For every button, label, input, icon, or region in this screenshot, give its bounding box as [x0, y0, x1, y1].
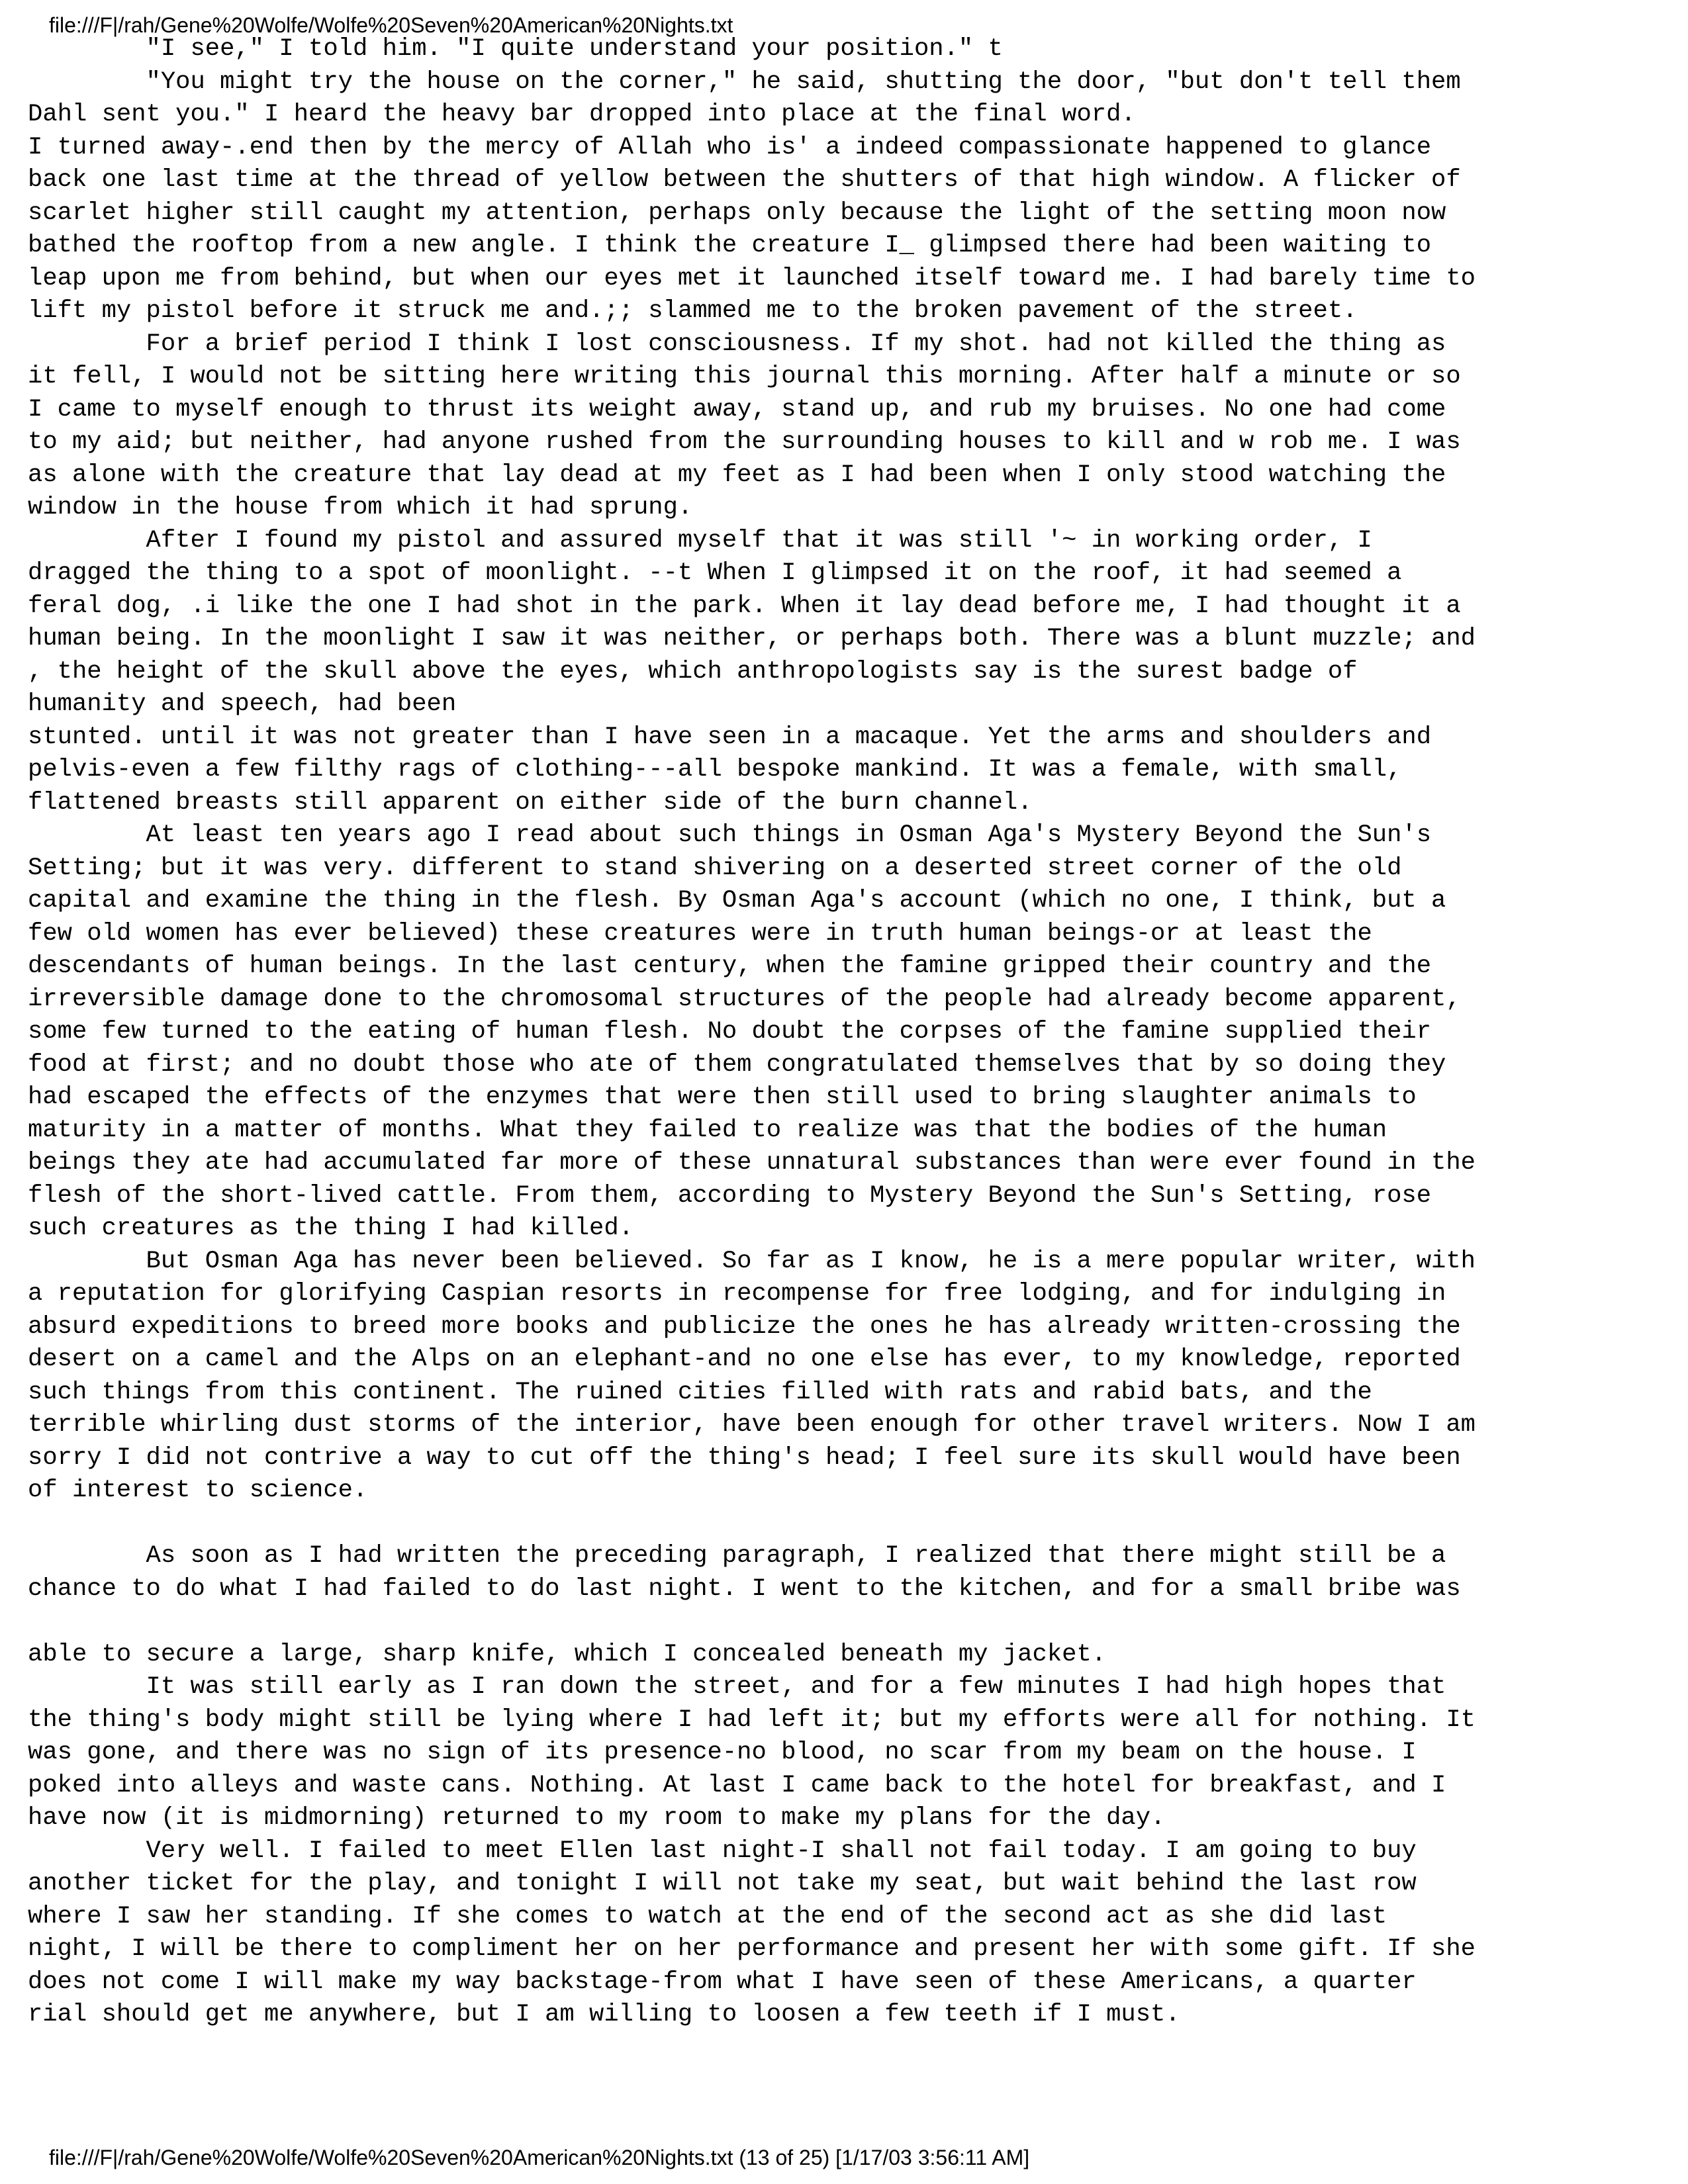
text-line: it fell, I would not be sitting here writing this journal this morning. After half a minute or so — [28, 363, 1461, 390]
text-line: humanity and speech, had been — [28, 690, 457, 718]
text-line: For a brief period I think I lost consciousness. If my shot. had not killed the thing as — [28, 330, 1446, 358]
text-line: descendants of human beings. In the last century, when the famine gripped their country and the — [28, 952, 1432, 980]
text-line: flesh of the short-lived cattle. From them, according to Mystery Beyond the Sun's Setting, rose — [28, 1181, 1432, 1210]
text-line: night, I will be there to compliment her on her performance and present her with some gift. If she — [28, 1935, 1476, 1963]
text-line: I came to myself enough to thrust its weight away, stand up, and rub my bruises. No one had come — [28, 395, 1446, 424]
text-line: capital and examine the thing in the flesh. By Osman Aga's account (which no one, I think, but a — [28, 887, 1446, 915]
text-line: human being. In the moonlight I saw it was neither, or perhaps both. There was a blunt muzzle; and — [28, 625, 1476, 653]
text-line: a reputation for glorifying Caspian resorts in recompense for free lodging, and for indulging in — [28, 1280, 1446, 1308]
text-line: had escaped the effects of the enzymes that were then still used to bring slaughter animals to — [28, 1083, 1417, 1111]
text-line — [28, 1606, 1663, 1639]
text-line: back one last time at the thread of yellow between the shutters of that high window. A flicker of — [28, 166, 1461, 194]
text-line: "I see," I told him. "I quite understand your position." t — [28, 35, 1003, 63]
text-line: poked into alleys and waste cans. Nothing. At last I came back to the hotel for breakfast, and I — [28, 1771, 1446, 1799]
text-line — [28, 1508, 1663, 1541]
header-file-url: file:///F|/rah/Gene%20Wolfe/Wolfe%20Seven%20American%20Nights.txt — [49, 13, 733, 37]
text-line: sorry I did not contrive a way to cut off the thing's head; I feel sure its skull would have been — [28, 1443, 1461, 1472]
text-line: flattened breasts still apparent on either side of the burn channel. — [28, 788, 1033, 817]
text-line: another ticket for the play, and tonight I will not take my seat, but wait behind the last row — [28, 1870, 1417, 1897]
text-line: feral dog, .i like the one I had shot in the park. When it lay dead before me, I had thought it a — [28, 592, 1461, 620]
text-line: absurd expeditions to breed more books and publicize the ones he has already written-crossing the — [28, 1312, 1461, 1341]
text-line: Setting; but it was very. different to stand shivering on a deserted street corner of the old — [28, 854, 1402, 882]
text-line: rial should get me anywhere, but I am willing to loosen a few teeth if I must. — [28, 2001, 1180, 2028]
text-line: to my aid; but neither, had anyone rushed from the surrounding houses to kill and w rob me. I was — [28, 428, 1461, 456]
text-line: lift my pistol before it struck me and.;; slammed me to the broken pavement of the street. — [28, 297, 1358, 325]
text-line: was gone, and there was no sign of its presence-no blood, no scar from my beam on the house. I — [28, 1739, 1417, 1766]
text-line: have now (it is midmorning) returned to my room to make my plans for the day. — [28, 1804, 1166, 1832]
text-line: stunted. until it was not greater than I have seen in a macaque. Yet the arms and shoulders and — [28, 723, 1432, 751]
text-line: , the height of the skull above the eyes, which anthropologists say is the surest badge of — [28, 657, 1358, 686]
text-line: such things from this continent. The ruined cities filled with rats and rabid bats, and the — [28, 1378, 1372, 1406]
text-line: At least ten years ago I read about such things in Osman Aga's Mystery Beyond the Sun's — [28, 821, 1432, 849]
text-line: After I found my pistol and assured myself that it was still '~ in working order, I — [28, 526, 1372, 555]
text-line: does not come I will make my way backstage-from what I have seen of these Americans, a quarter — [28, 1968, 1417, 1996]
text-line: chance to do what I had failed to do last night. I went to the kitchen, and for a small bribe was — [28, 1574, 1461, 1603]
text-line: such creatures as the thing I had killed. — [28, 1214, 633, 1242]
text-line: "You might try the house on the corner," he said, shutting the door, "but don't tell them — [28, 68, 1461, 96]
text-line: window in the house from which it had sprung. — [28, 494, 693, 522]
text-line: Very well. I failed to meet Ellen last night-I shall not fail today. I am going to buy — [28, 1837, 1417, 1865]
text-line: some few turned to the eating of human flesh. No doubt the corpses of the famine supplied their — [28, 1018, 1432, 1046]
text-line: few old women has ever believed) these creatures were in truth human beings-or at least the — [28, 919, 1372, 948]
text-line: dragged the thing to a spot of moonlight. --t When I glimpsed it on the roof, it had seemed a — [28, 559, 1402, 587]
text-line: desert on a camel and the Alps on an elephant-and no one else has ever, to my knowledge, reported — [28, 1345, 1461, 1373]
document-text — [28, 33, 1663, 2032]
text-line: I turned away-.end then by the mercy of Allah who is' a indeed compassionate happened to glance — [28, 133, 1432, 161]
text-line: scarlet higher still caught my attention, perhaps only because the light of the setting moon now — [28, 199, 1446, 227]
text-line: pelvis-even a few filthy rags of clothing---all bespoke mankind. It was a female, with small, — [28, 756, 1402, 784]
text-line: irreversible damage done to the chromosomal structures of the people had already become apparent, — [28, 985, 1461, 1013]
text-line: But Osman Aga has never been believed. So far as I know, he is a mere popular writer, with — [28, 1247, 1476, 1275]
text-line: food at first; and no doubt those who ate of them congratulated themselves that by so doing they — [28, 1050, 1446, 1079]
text-line: beings they ate had accumulated far more of these unnatural substances than were ever found in the — [28, 1149, 1476, 1177]
text-line: of interest to science. — [28, 1477, 368, 1504]
text-line: Dahl sent you." I heard the heavy bar dropped into place at the final word. — [28, 101, 1136, 128]
text-line: It was still early as I ran down the street, and for a few minutes I had high hopes that — [28, 1673, 1446, 1701]
text-line: As soon as I had written the preceding paragraph, I realized that there might still be a — [28, 1542, 1446, 1570]
text-line: terrible whirling dust storms of the interior, have been enough for other travel writers. Now I am — [28, 1411, 1476, 1439]
text-line: able to secure a large, sharp knife, which I concealed beneath my jacket. — [28, 1640, 1107, 1668]
text-line: the thing's body might still be lying where I had left it; but my efforts were all for nothing. It — [28, 1706, 1476, 1734]
text-line: where I saw her standing. If she comes to watch at the end of the second act as she did last — [28, 1902, 1387, 1931]
footer-file-url: file:///F|/rah/Gene%20Wolfe/Wolfe%20Seven%20American%20Nights.txt (13 of 25) [1/17/03 3:56:11 AM] — [49, 2146, 1030, 2169]
text-line: as alone with the creature that lay dead at my feet as I had been when I only stood watching the — [28, 461, 1446, 489]
text-line: leap upon me from behind, but when our eyes met it launched itself toward me. I had barely time to — [28, 264, 1476, 293]
text-line: maturity in a matter of months. What they failed to realize was that the bodies of the human — [28, 1116, 1387, 1144]
text-line: bathed the rooftop from a new angle. I think the creature I_ glimpsed there had been waiting to — [28, 232, 1432, 259]
